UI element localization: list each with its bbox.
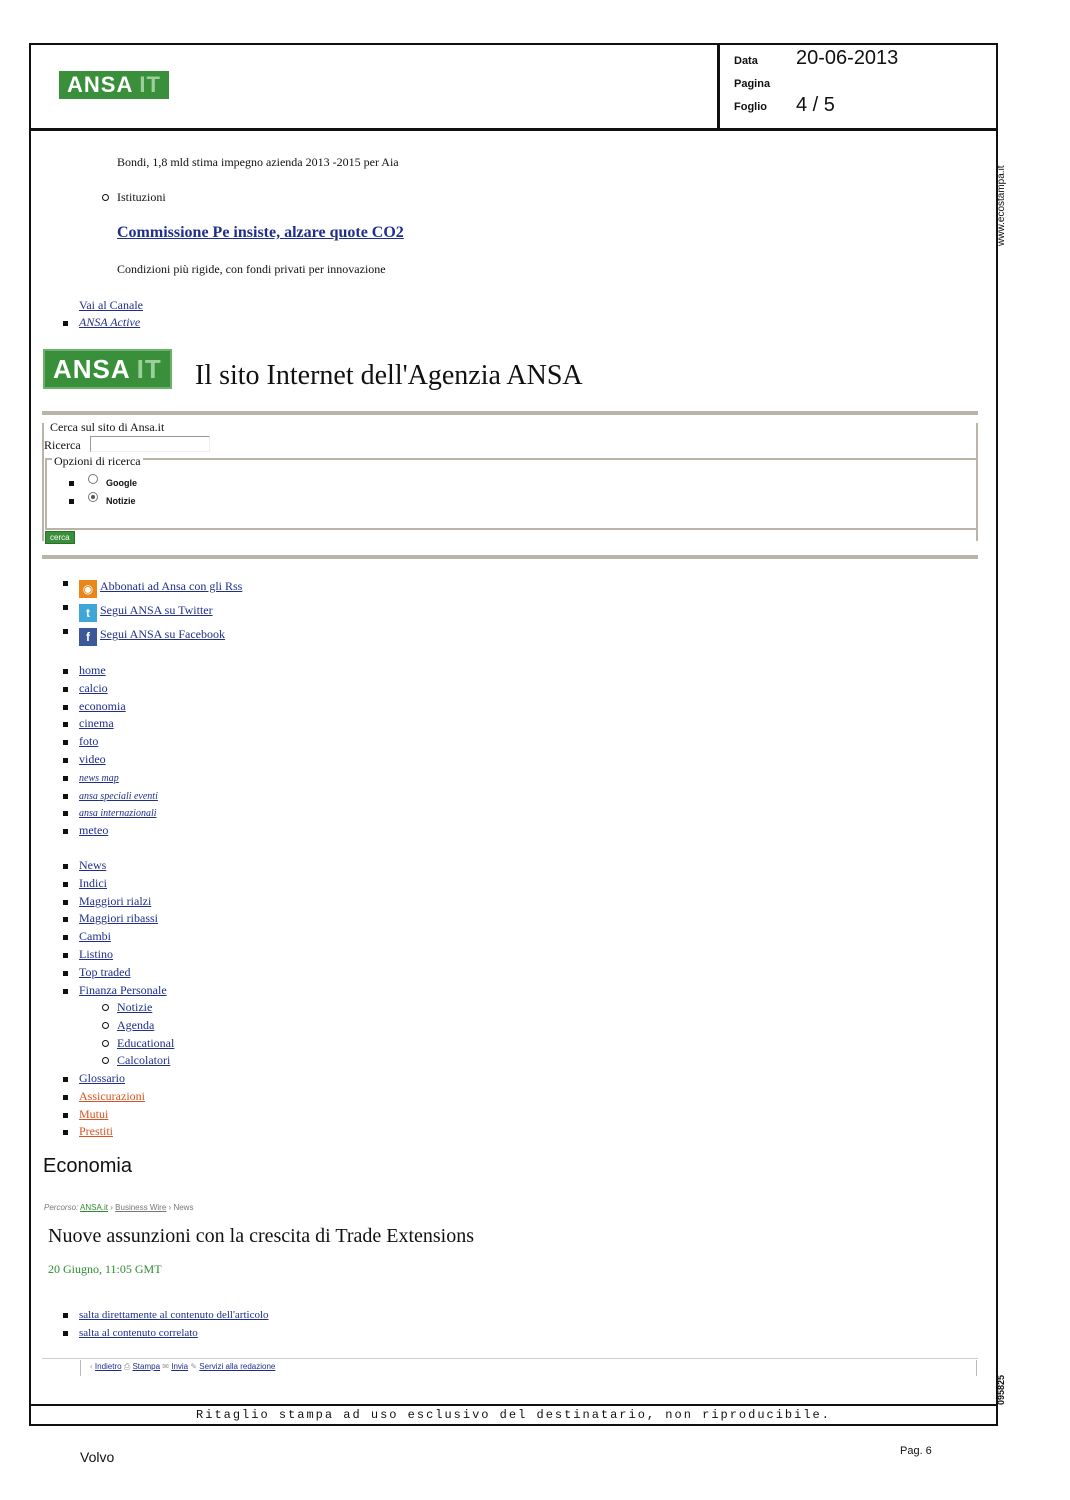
nav-item bbox=[63, 715, 158, 733]
search-options-legend: Opzioni di ricerca bbox=[54, 454, 141, 468]
skip-to-article-link[interactable]: salta direttamente al contenuto dell'articolo bbox=[79, 1309, 269, 1321]
page-label: Pagina bbox=[734, 78, 771, 90]
breadcrumb-current: News bbox=[173, 1203, 194, 1212]
radio-news[interactable] bbox=[88, 492, 98, 502]
finance-link-rialzi[interactable]: Maggiori rialzi bbox=[79, 893, 152, 908]
rss-icon: ◉ bbox=[79, 580, 97, 598]
finance-link-listino[interactable]: Listino bbox=[79, 946, 114, 961]
nav-item bbox=[63, 910, 167, 928]
nav-item bbox=[63, 804, 158, 822]
skip-item bbox=[63, 1306, 269, 1324]
breadcrumb bbox=[44, 1203, 193, 1212]
nav-item bbox=[63, 964, 167, 982]
subnav-link-agenda[interactable]: Agenda bbox=[117, 1017, 155, 1032]
finance-link-mutui[interactable]: Mutui bbox=[79, 1106, 109, 1121]
search-option-google[interactable] bbox=[69, 474, 137, 492]
toolbar-back[interactable]: Indietro bbox=[94, 1362, 122, 1371]
subnav-link-notizie[interactable]: Notizie bbox=[117, 1000, 153, 1014]
finance-link-prestiti[interactable]: Prestiti bbox=[79, 1124, 114, 1139]
article-date: 20 Giugno, 11:05 GMT bbox=[48, 1262, 162, 1276]
nav-link-meteo[interactable]: meteo bbox=[79, 823, 109, 838]
radio-label: Notizie bbox=[106, 495, 136, 506]
finance-link-glossario[interactable]: Glossario bbox=[79, 1071, 125, 1085]
nav-item bbox=[63, 1088, 145, 1106]
finance-link-news[interactable]: News bbox=[79, 858, 107, 872]
social-item bbox=[63, 598, 242, 622]
breadcrumb-home[interactable]: ANSA.it bbox=[80, 1203, 109, 1212]
nav-link-internazionali[interactable]: ansa internazionali bbox=[79, 808, 157, 820]
nav-item bbox=[63, 662, 158, 680]
date-value: 20-06-2013 bbox=[796, 47, 899, 69]
search-option-news[interactable] bbox=[69, 492, 137, 510]
skip-item bbox=[63, 1324, 269, 1342]
finance-link-ribassi[interactable]: Maggiori ribassi bbox=[79, 911, 158, 926]
search-options-list bbox=[69, 474, 137, 510]
logo-suffix: IT bbox=[139, 72, 161, 97]
article-toolbar bbox=[90, 1362, 275, 1372]
toolbar-divider bbox=[42, 1358, 978, 1359]
nav-item bbox=[63, 822, 158, 840]
finance-link-assicurazioni[interactable]: Assicurazioni bbox=[79, 1088, 145, 1103]
twitter-icon: t bbox=[79, 604, 97, 622]
facebook-icon: f bbox=[79, 628, 97, 646]
nav-item bbox=[63, 698, 158, 716]
nav-item bbox=[63, 751, 158, 769]
breadcrumb-prefix: Percorso: bbox=[44, 1203, 79, 1212]
category-item: Istituzioni bbox=[101, 189, 166, 207]
subnav-item bbox=[101, 1035, 174, 1053]
date-label: Data bbox=[734, 55, 758, 67]
headline-link[interactable]: Commissione Pe insiste, alzare quote CO2 bbox=[117, 224, 404, 241]
page-number: Pag. 6 bbox=[900, 1445, 932, 1457]
sheet-label: Foglio bbox=[734, 101, 767, 113]
nav-item bbox=[63, 893, 167, 911]
skip-links bbox=[63, 1306, 269, 1342]
clipping-notice: Ritaglio stampa ad uso esclusivo del destinatario, non riproducibile. bbox=[29, 1404, 998, 1426]
toolbar-edge bbox=[80, 1360, 81, 1376]
print-icon: ⎙ bbox=[123, 1362, 131, 1371]
nav-item bbox=[63, 769, 158, 787]
toolbar-send[interactable]: Invia bbox=[171, 1362, 189, 1371]
edit-icon: ✎ bbox=[190, 1362, 198, 1371]
nav-link-economia[interactable]: economia bbox=[79, 698, 126, 713]
site-title: Il sito Internet dell'Agenzia ANSA bbox=[195, 360, 583, 391]
nav-item bbox=[63, 928, 167, 946]
nav-link-home[interactable]: home bbox=[79, 663, 106, 677]
clipping-frame bbox=[29, 128, 998, 1407]
finance-nav bbox=[63, 857, 167, 999]
search-options-fieldset bbox=[45, 458, 977, 530]
finance-subnav bbox=[101, 999, 174, 1070]
radio-google[interactable] bbox=[88, 474, 98, 484]
finance-link-top-traded[interactable]: Top traded bbox=[79, 964, 131, 979]
logo-text: ANSA bbox=[67, 72, 134, 97]
facebook-link[interactable]: Segui ANSA su Facebook bbox=[100, 627, 226, 641]
nav-item bbox=[63, 1123, 145, 1141]
subnav-item bbox=[101, 999, 174, 1017]
nav-link-cinema[interactable]: cinema bbox=[79, 716, 114, 731]
finance-link-finanza-personale[interactable]: Finanza Personale bbox=[79, 982, 167, 997]
toolbar-newsroom[interactable]: Servizi alla redazione bbox=[199, 1362, 276, 1371]
category-list bbox=[101, 189, 166, 207]
finance-link-cambi[interactable]: Cambi bbox=[79, 929, 111, 944]
mail-icon: ✉ bbox=[162, 1362, 169, 1371]
search-input[interactable] bbox=[90, 436, 210, 452]
social-item bbox=[63, 574, 242, 598]
twitter-link[interactable]: Segui ANSA su Twitter bbox=[100, 603, 213, 617]
channel-nav bbox=[63, 662, 158, 840]
nav-item bbox=[63, 733, 158, 751]
ansa-active-list bbox=[63, 314, 140, 332]
go-to-channel-link[interactable]: Vai al Canale bbox=[79, 298, 143, 312]
radio-label: Google bbox=[106, 478, 137, 488]
social-item bbox=[63, 622, 242, 646]
side-url: www.ecostampa.it bbox=[996, 165, 1007, 246]
subnav-link-calcolatori[interactable]: Calcolatori bbox=[117, 1053, 171, 1068]
search-legend: Cerca sul sito di Ansa.it bbox=[50, 420, 165, 434]
skip-to-related-link[interactable]: salta al contenuto correlato bbox=[79, 1326, 198, 1339]
ansa-logo bbox=[59, 71, 169, 99]
ansa-active-link[interactable]: ANSA Active bbox=[79, 315, 141, 329]
breadcrumb-sep: › bbox=[168, 1203, 172, 1212]
subnav-item bbox=[101, 1052, 174, 1070]
nav-item bbox=[63, 857, 167, 875]
nav-link-speciali[interactable]: ansa speciali eventi bbox=[79, 790, 158, 802]
breadcrumb-item[interactable]: Business Wire bbox=[115, 1203, 167, 1212]
rss-link[interactable]: Abbonati ad Ansa con gli Rss bbox=[100, 579, 243, 593]
search-label: Ricerca bbox=[44, 438, 81, 452]
sheet-value: 4 / 5 bbox=[796, 94, 835, 116]
nav-link-calcio[interactable]: calcio bbox=[79, 680, 108, 695]
nav-link-foto[interactable]: foto bbox=[79, 734, 99, 749]
nav-item bbox=[63, 787, 158, 805]
side-code: 095825 bbox=[996, 1374, 1006, 1405]
nav-item bbox=[63, 875, 167, 893]
toolbar-edge bbox=[976, 1360, 977, 1376]
list-item bbox=[63, 314, 140, 332]
subnav-link-educational[interactable]: Educational bbox=[117, 1035, 175, 1050]
finance-nav-more bbox=[63, 1070, 145, 1141]
finance-link-indici[interactable]: Indici bbox=[79, 875, 107, 890]
site-logo-text: ANSA bbox=[53, 353, 131, 384]
social-list bbox=[63, 574, 242, 646]
breadcrumb-sep: › bbox=[110, 1203, 113, 1212]
back-icon: ‹ bbox=[90, 1362, 93, 1371]
nav-link-newsmap[interactable]: news map bbox=[79, 772, 119, 784]
site-logo-suffix: IT bbox=[136, 353, 162, 384]
nav-link-video[interactable]: video bbox=[79, 751, 106, 766]
client-name: Volvo bbox=[80, 1449, 115, 1465]
nav-item bbox=[63, 946, 167, 964]
search-button[interactable]: cerca bbox=[45, 531, 75, 544]
nav-item bbox=[63, 680, 158, 698]
article-snippet-2: Condizioni più rigide, con fondi privati per innovazione bbox=[117, 262, 386, 276]
header-logo-box bbox=[29, 43, 719, 131]
article-title: Nuove assunzioni con la crescita di Trade Extensions bbox=[48, 1225, 475, 1247]
article-snippet: Bondi, 1,8 mld stima impegno azienda 2013 -2015 per Aia bbox=[117, 155, 399, 169]
toolbar-print[interactable]: Stampa bbox=[132, 1362, 161, 1371]
site-logo bbox=[43, 349, 172, 389]
header-meta-box bbox=[718, 43, 998, 131]
nav-item bbox=[63, 982, 167, 1000]
nav-item bbox=[63, 1106, 145, 1124]
subnav-item bbox=[101, 1017, 174, 1035]
nav-item bbox=[63, 1070, 145, 1088]
section-heading: Economia bbox=[43, 1155, 132, 1177]
